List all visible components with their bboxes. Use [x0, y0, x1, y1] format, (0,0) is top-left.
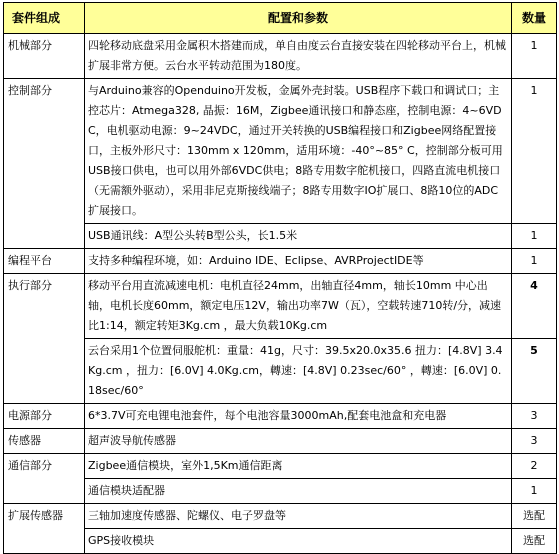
group-cell: 通信部分: [4, 454, 85, 504]
table-row: [4, 274, 557, 339]
qty-cell: 选配: [512, 504, 557, 529]
qty-cell: 1: [512, 79, 557, 224]
table-header: [4, 3, 557, 34]
qty-cell: 1: [512, 479, 557, 504]
group-cell: 执行部分: [4, 274, 85, 404]
params-cell: 云台采用1个位置伺服舵机：重量：41g，尺寸：39.5x20.0x35.6 扭力：[4.8V] 3.4Kg.cm ，扭力：[6.0V] 4.0Kg.cm，轉速：[4.8V] 0.23sec/60° ，轉速：[6.0V] 0.18sec/60°: [85, 339, 512, 404]
params-cell: 支持多种编程环境，如：Arduino IDE、Eclipse、AVRProjectIDE等: [85, 249, 512, 274]
params-cell: 通信模块适配器: [85, 479, 512, 504]
spec-table: [3, 2, 557, 554]
params-cell: 与Arduino兼容的Openduino开发板，金属外壳封装。USB程序下载口和调试口；主控芯片：Atmega328, 晶振：16M，Zigbee通讯接口和静态座，控制电源：4~6VDC，电机驱动电源：9~24VDC，通过开关转换的USB编程接口和Zigbee网络配置接口，主板外形尺寸：130mm x 120mm，适用环境：-40°~85° C，控制部分板可用USB接口供电，也可以用外部6VDC供电；8路专用数字舵机接口，四路直流电机接口（无需额外驱动），采用非尼克斯接线端子；8路专用数字IO扩展口、8路10位的ADC扩展接口。: [85, 79, 512, 224]
qty-cell: 1: [512, 224, 557, 249]
group-cell: 扩展传感器: [4, 504, 85, 554]
table-row: [4, 224, 557, 249]
header-row: [4, 3, 557, 34]
table-row: [4, 339, 557, 404]
qty-cell: 选配: [512, 529, 557, 554]
params-cell: 移动平台用直流减速电机：电机直径24mm，出轴直径4mm，轴长10mm 中心出轴，电机长度60mm，额定电压12V，输出功率7W（瓦），空载转速710转/分，减速比1:14，额定转矩3Kg.cm ，最大负载10Kg.cm: [85, 274, 512, 339]
params-cell: Zigbee通信模块，室外1,5Km通信距离: [85, 454, 512, 479]
group-cell: 电源部分: [4, 404, 85, 429]
qty-cell: 2: [512, 454, 557, 479]
qty-cell: 3: [512, 429, 557, 454]
params-cell: USB通讯线：A型公头转B型公头，长1.5米: [85, 224, 512, 249]
qty-cell: 1: [512, 34, 557, 79]
header-qty: 数量: [512, 3, 557, 34]
table-row: [4, 79, 557, 224]
qty-cell: 1: [512, 249, 557, 274]
header-group: 套件组成: [4, 3, 85, 34]
params-cell: 6*3.7V可充电锂电池套件，每个电池容量3000mAh,配套电池盒和充电器: [85, 404, 512, 429]
table-body: [4, 34, 557, 554]
qty-cell: 5: [512, 339, 557, 404]
params-cell: 三轴加速度传感器、陀螺仪、电子罗盘等: [85, 504, 512, 529]
group-cell: 传感器: [4, 429, 85, 454]
table-row: [4, 429, 557, 454]
table-row: [4, 504, 557, 529]
qty-cell: 4: [512, 274, 557, 339]
table-row: [4, 249, 557, 274]
group-cell: 编程平台: [4, 249, 85, 274]
header-params: 配置和参数: [85, 3, 512, 34]
table-row: [4, 454, 557, 479]
table-row: [4, 404, 557, 429]
group-cell: 机械部分: [4, 34, 85, 79]
params-cell: 四轮移动底盘采用金属积木搭建而成，单自由度云台直接安装在四轮移动平台上，机械扩展非常方便。云台水平转动范围为180度。: [85, 34, 512, 79]
table-row: [4, 34, 557, 79]
params-cell: 超声波导航传感器: [85, 429, 512, 454]
qty-cell: 3: [512, 404, 557, 429]
group-cell: 控制部分: [4, 79, 85, 249]
params-cell: GPS接收模块: [85, 529, 512, 554]
table-row: [4, 479, 557, 504]
table-row: [4, 529, 557, 554]
